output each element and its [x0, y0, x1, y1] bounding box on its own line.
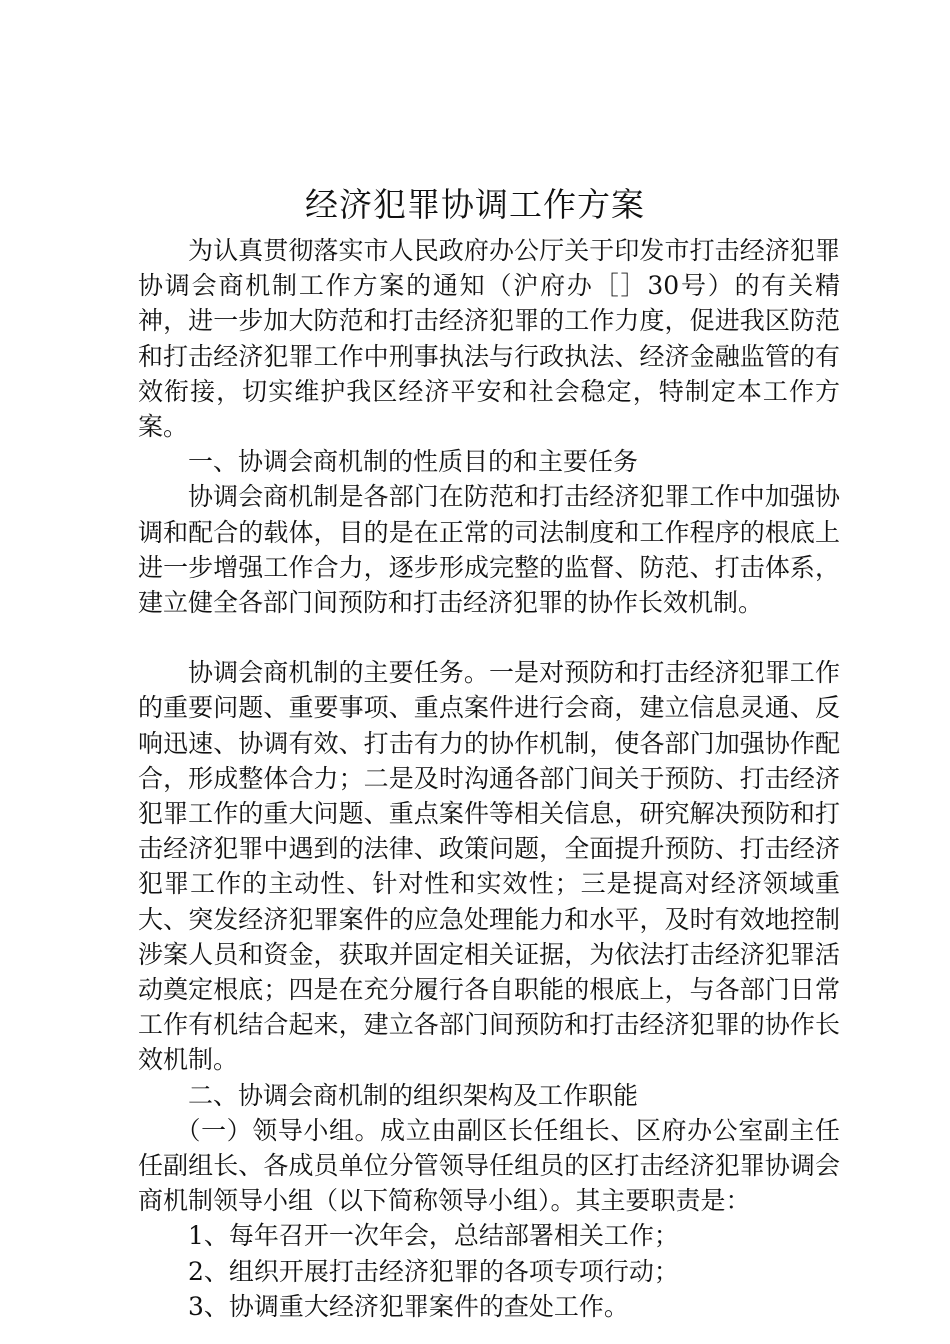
duty-item-2: 2、组织开展打击经济犯罪的各项专项行动；: [188, 1256, 679, 1286]
section-heading-2: 二、协调会商机制的组织架构及工作职能: [188, 1080, 639, 1110]
document-title: 经济犯罪协调工作方案: [305, 185, 645, 224]
mechanism-nature-paragraph: 协调会商机制是各部门在防范和打击经济犯罪工作中加强协调和配合的载体，目的是在正常的司法制度和工作程序的根底上进一步增强工作合力，逐步形成完整的监督、防范、打击体系，建立健全各部门间预防和打击经济犯罪的协作长效机制。: [138, 482, 840, 618]
duty-item-1: 1、每年召开一次年会，总结部署相关工作；: [188, 1221, 679, 1251]
section-heading-1: 一、协调会商机制的性质目的和主要任务: [188, 447, 639, 477]
duty-item-3: 3、协调重大经济犯罪案件的查处工作。: [188, 1291, 629, 1321]
leading-group-paragraph: （一）领导小组。成立由副区长任组长、区府办公室副主任任副组长、各成员单位分管领导任组员的区打击经济犯罪协调会商机制领导小组（以下简称领导小组）。其主要职责是：: [138, 1115, 840, 1216]
intro-paragraph: 为认真贯彻落实市人民政府办公厅关于印发市打击经济犯罪协调会商机制工作方案的通知（沪府办［］30号）的有关精神，进一步加大防范和打击经济犯罪的工作力度，促进我区防范和打击经济犯罪工作中刑事执法与行政执法、经济金融监管的有效衔接，切实维护我区经济平安和社会稳定，特制定本工作方案。: [138, 236, 840, 442]
mechanism-tasks-paragraph: 协调会商机制的主要任务。一是对预防和打击经济犯罪工作的重要问题、重要事项、重点案件进行会商，建立信息灵通、反响迅速、协调有效、打击有力的协作机制，使各部门加强协作配合，形成整体合力；二是及时沟通各部门间关于预防、打击经济犯罪工作的重大问题、重点案件等相关信息，研究解决预防和打击经济犯罪中遇到的法律、政策问题，全面提升预防、打击经济犯罪工作的主动性、针对性和实效性；三是提高对经济领域重大、突发经济犯罪案件的应急处理能力和水平，及时有效地控制涉案人员和资金，获取并固定相关证据，为依法打击经济犯罪活动奠定根底；四是在充分履行各自职能的根底上，与各部门日常工作有机结合起来，建立各部门间预防和打击经济犯罪的协作长效机制。: [138, 658, 840, 1075]
document-body: [138, 233, 840, 1324]
